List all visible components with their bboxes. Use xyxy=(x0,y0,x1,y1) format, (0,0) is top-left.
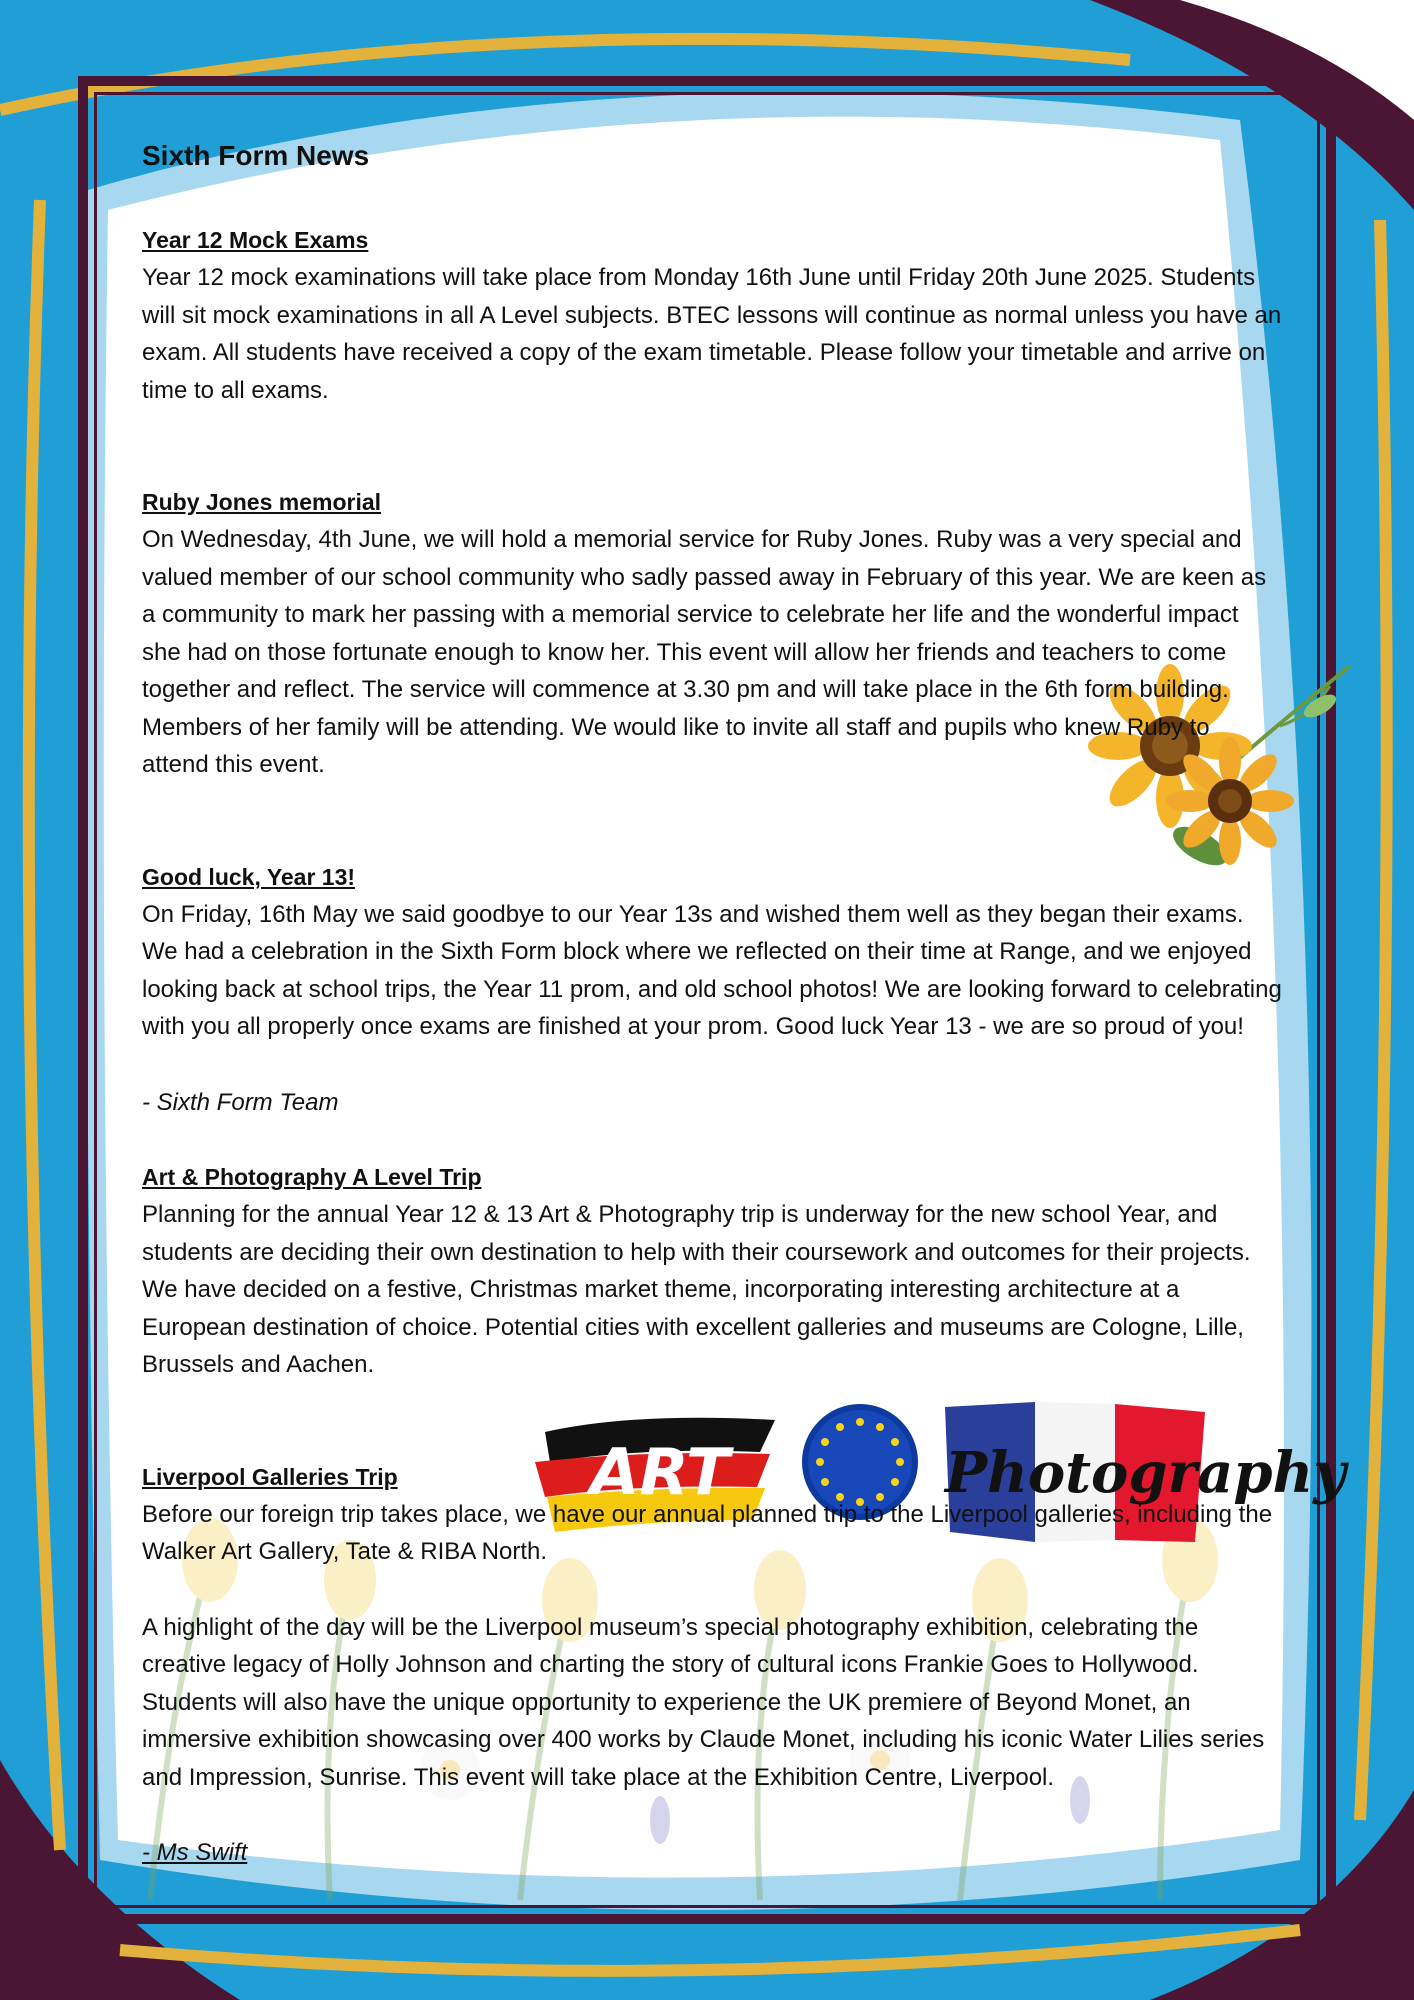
page-title: Sixth Form News xyxy=(142,140,370,171)
section-good-luck-year-13 xyxy=(142,859,1282,1122)
section-heading: Good luck, Year 13! xyxy=(142,863,356,890)
section-art-photography-trip xyxy=(142,1159,1282,1384)
section-heading: Ruby Jones memorial xyxy=(142,489,382,515)
art-logo-text: ART xyxy=(590,1436,730,1510)
section-body: On Friday, 16th May we said goodbye to our Year 13s and wished them well as they began their exams. We had a celebration in the Sixth Form block where we reflected on their time at Range, and we enjoyed looking back at school trips, the Year 11 prom, and old school photos! We are looking forward to celebrating with you all properly once exams are finished at your prom. Good luck Year 13 - we are so proud of you! xyxy=(142,900,1282,1040)
section-heading: Liverpool Galleries Trip xyxy=(142,1463,398,1490)
section-heading: Year 12 Mock Exams xyxy=(142,227,369,253)
section-body: Before our foreign trip takes place, we have our annual planned trip to the Liverpool galleries, including the Walker Art Gallery, Tate & RIBA North. xyxy=(142,1500,1273,1565)
section-body: Planning for the annual Year 12 & 13 Art & Photography trip is underway for the new school Year, and students are deciding their own destination to help with their coursework and outcomes for their projects. We have decided on a festive, Christmas market theme, incorporating interesting architecture at a European destination of choice. Potential cities with excellent galleries and museums are Cologne, Lille, Brussels and Aachen. xyxy=(142,1201,1251,1378)
section-body: Year 12 mock examinations will take place from Monday 16th June until Friday 20th June 2025. Students will sit mock examinations in all A Level subjects. BTEC lessons will continue as normal unless you have an exam. All students have received a copy of the exam timetable. Please follow your timetable and arrive on time to all exams. xyxy=(142,264,1282,404)
section-body: On Wednesday, 4th June, we will hold a memorial service for Ruby Jones. Ruby was a very special and valued member of our school community who sadly passed away in February of this year. We are keen as a community to mark her passing with a memorial service to celebrate her life and the wonderful impact she had on those fortunate enough to know her. This event will allow her friends and teachers to come together and reflect. The service will commence at 3.30 pm and will take place in the 6th form building. Members of her family will be attending. We would like to invite all staff and pupils who knew Ruby to attend this event. xyxy=(142,526,1267,778)
newsletter-content xyxy=(142,136,1282,1872)
section-liverpool-galleries-trip xyxy=(142,1459,1282,1872)
section-body-2: A highlight of the day will be the Liverpool museum’s special photography exhibition, celebrating the creative legacy of Holly Johnson and charting the story of cultural icons Frankie Goes to Hollywood. Students will also have the unique opportunity to experience the UK premiere of Beyond Monet, an immersive exhibition showcasing over 400 works by Claude Monet, including his iconic Water Lilies series and Impression, Sunrise. This event will take place at the Exhibition Centre, Liverpool. xyxy=(142,1613,1265,1791)
signature: - Sixth Form Team xyxy=(142,1088,339,1116)
section-mock-exams xyxy=(142,222,1282,409)
section-ruby-jones-memorial xyxy=(142,484,1282,784)
signature: - Ms Swift xyxy=(142,1839,248,1866)
photography-logo-text: Photography xyxy=(945,1440,1346,1506)
section-heading: Art & Photography A Level Trip xyxy=(142,1164,482,1190)
